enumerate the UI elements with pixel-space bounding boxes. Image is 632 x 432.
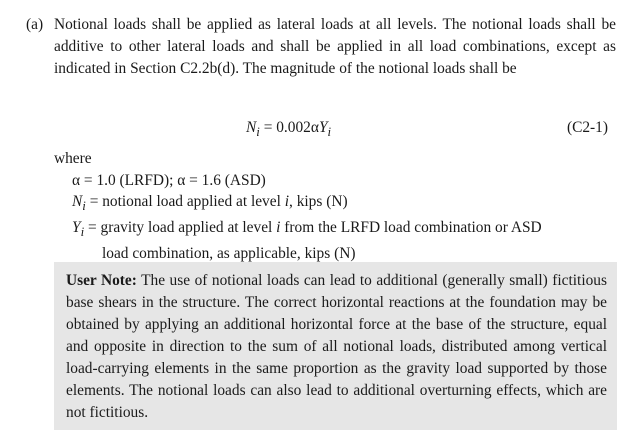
eq-lhs-symbol: N bbox=[246, 119, 257, 136]
provision-text: Notional loads shall be applied as lateral loads at all levels. The notional loads shall be additive to other lateral loads and shall be applied in all load combinations, except as indicated in Section C2.2b(d). The magnitude of the notional loads shall be bbox=[54, 16, 616, 77]
eq-lhs-subscript: i bbox=[256, 125, 260, 140]
definition-yi-italic: i bbox=[276, 219, 281, 237]
definition-yi bbox=[72, 217, 617, 264]
definition-ni-subscript: i bbox=[82, 199, 86, 214]
definition-ni-text-before: = notional load applied at level bbox=[85, 193, 285, 210]
user-note-box bbox=[54, 262, 617, 430]
variable-definitions bbox=[72, 170, 617, 264]
definition-alpha bbox=[72, 170, 617, 191]
definition-ni-text-after: , kips (N) bbox=[289, 193, 348, 210]
where-label: where bbox=[54, 150, 92, 167]
definition-yi-subscript: i bbox=[80, 225, 85, 240]
definition-yi-text-after: from the LRFD load combination or ASD bbox=[280, 219, 542, 237]
definition-ni bbox=[72, 191, 617, 217]
definition-alpha-text: α = 1.0 (LRFD); α = 1.6 (ASD) bbox=[72, 172, 266, 189]
definition-yi-symbol: Y bbox=[72, 219, 81, 237]
eq-rhs-subscript: i bbox=[327, 125, 332, 140]
provision-paragraph bbox=[26, 14, 616, 80]
item-marker: (a) bbox=[26, 16, 44, 33]
equation-c2-1 bbox=[246, 117, 331, 143]
eq-alpha: α bbox=[310, 119, 319, 136]
user-note-text: The use of notional loads can lead to additional (generally small) fictitious base shears in the structure. The correct horizontal reactions at the foundation may be obtained by applying an additional horizontal force at the base of the structure, equal and opposite in direction to the sum of all notional loads, distributed among vertical load-carrying elements in the same proportion as the gravity load supported by those elements. The notional loads can also lead to additional overturning effects, which are not fictitious. bbox=[66, 272, 607, 421]
eq-rhs-prefix: = 0.002 bbox=[259, 119, 311, 136]
definition-yi-continuation: load combination, as applicable, kips (N) bbox=[102, 245, 356, 263]
definition-ni-italic: i bbox=[284, 193, 289, 210]
user-note-label: User Note: bbox=[66, 272, 137, 289]
definition-yi-text-before: = gravity load applied at level bbox=[84, 219, 277, 237]
equation-number: (C2-1) bbox=[566, 119, 608, 136]
eq-rhs-symbol: Y bbox=[318, 119, 328, 136]
definition-ni-symbol: N bbox=[72, 193, 83, 210]
